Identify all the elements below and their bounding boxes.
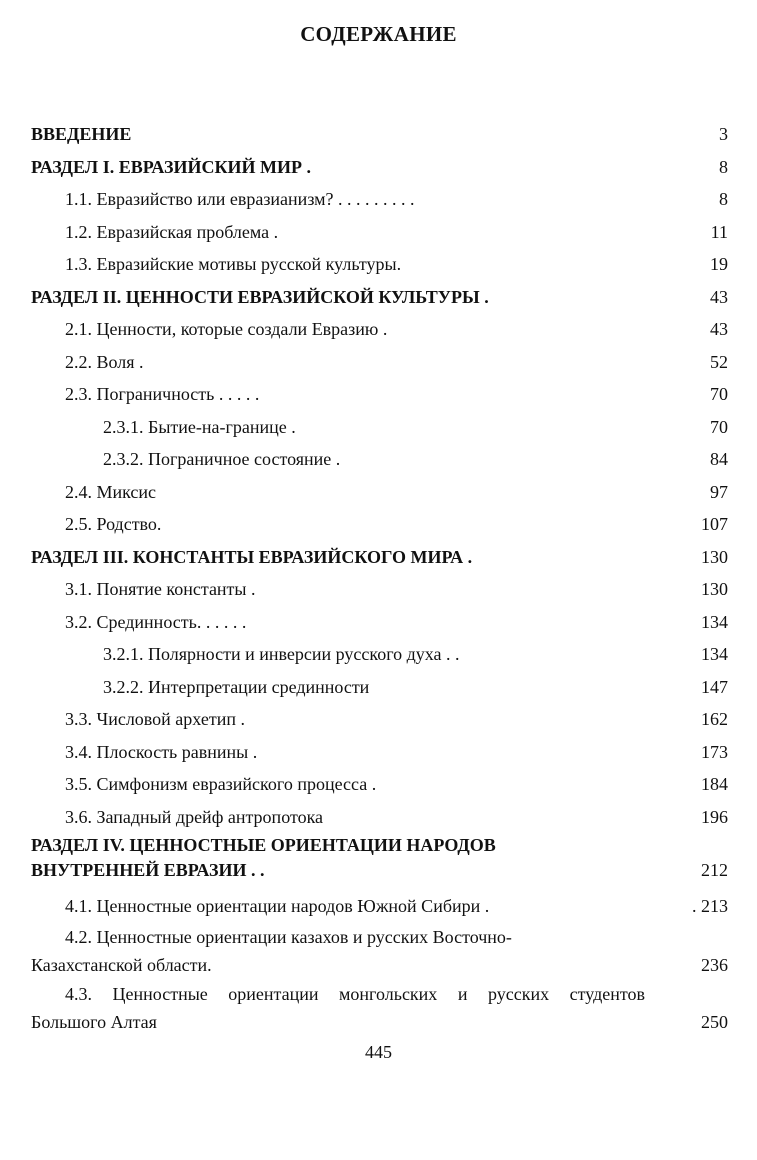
toc-entry[interactable] bbox=[0, 443, 757, 476]
toc-entry-page: 212 bbox=[701, 860, 728, 880]
toc-entry-page: 147 bbox=[701, 676, 728, 697]
toc-entry-label: 2.3.1. Бытие-на-границе . bbox=[103, 416, 296, 437]
toc-entry-page: 19 bbox=[710, 254, 728, 274]
toc-entry-label: 3.6. Западный дрейф антропотока bbox=[65, 806, 324, 827]
toc-entry-label: 2.4. Миксис bbox=[65, 481, 157, 502]
toc-entry-section-1[interactable] bbox=[0, 151, 757, 184]
toc-entry[interactable] bbox=[0, 923, 757, 980]
toc-entry-page: 236 bbox=[701, 954, 728, 975]
toc-entry-page: 43 bbox=[710, 286, 728, 307]
toc-entry-label: 3.2. Срединность. . . . . . bbox=[65, 611, 247, 632]
toc-entry-page: 107 bbox=[701, 514, 728, 534]
toc-entry-label-line2: Казахстанской области. bbox=[31, 954, 212, 975]
page-title: СОДЕРЖАНИЕ bbox=[300, 22, 457, 46]
toc-entry-label: 2.1. Ценности, которые создали Евразию . bbox=[65, 319, 388, 339]
toc-entry-label: 2.5. Родство. bbox=[65, 514, 162, 534]
toc-entry-section-2[interactable] bbox=[0, 281, 757, 314]
toc-entry[interactable] bbox=[0, 638, 757, 671]
toc-entry-label-line1: 4.3. Ценностные ориентации монгольских и русских студентов bbox=[65, 983, 645, 1004]
toc-entry-label: 2.3. Пограничность . . . . . bbox=[65, 384, 260, 404]
toc-entry-label: 2.3.2. Пограничное состояние . bbox=[103, 449, 341, 469]
toc-entry-label: 3.3. Числовой архетип . bbox=[65, 709, 245, 729]
toc-entry-section-4[interactable] bbox=[0, 833, 757, 890]
toc-entry-page: 3 bbox=[719, 124, 728, 144]
toc-entry-page: 52 bbox=[710, 351, 728, 372]
toc-entry-page: 70 bbox=[710, 416, 728, 437]
toc-entry[interactable] bbox=[0, 768, 757, 801]
toc-entry[interactable] bbox=[0, 801, 757, 834]
toc-entry-page: 130 bbox=[701, 579, 728, 599]
toc-entry-page: 70 bbox=[710, 384, 728, 404]
toc-entry[interactable] bbox=[0, 508, 757, 541]
toc-entry-label-line1: РАЗДЕЛ IV. ЦЕННОСТНЫЕ ОРИЕНТАЦИИ НАРОДОВ bbox=[31, 835, 496, 855]
toc-entry-page: 196 bbox=[701, 806, 728, 827]
toc-entry[interactable] bbox=[0, 980, 757, 1037]
toc-entry-label: РАЗДЕЛ III. КОНСТАНТЫ ЕВРАЗИЙСКОГО МИРА . bbox=[31, 546, 473, 567]
toc-entry-label-line1: 4.2. Ценностные ориентации казахов и русских Восточно- bbox=[65, 926, 512, 947]
toc-entry-label-line2: Большого Алтая bbox=[31, 1011, 157, 1032]
toc-entry-label: РАЗДЕЛ I. ЕВРАЗИЙСКИЙ МИР . bbox=[31, 156, 312, 177]
toc-entry[interactable] bbox=[0, 890, 757, 923]
toc-entry-page: 162 bbox=[701, 709, 728, 729]
toc-entry-label: 3.5. Симфонизм евразийского процесса . bbox=[65, 774, 377, 794]
toc-entry[interactable] bbox=[0, 313, 757, 346]
toc-entry-label: 2.2. Воля . bbox=[65, 351, 144, 372]
toc-entry-page: 8 bbox=[719, 189, 728, 209]
toc-entry[interactable] bbox=[0, 378, 757, 411]
toc-entry-page: 134 bbox=[701, 644, 728, 664]
toc-entry[interactable] bbox=[0, 606, 757, 639]
toc-entry-page: 43 bbox=[710, 319, 728, 339]
toc-entry-page: 184 bbox=[701, 774, 728, 794]
toc-entry-label: 1.3. Евразийские мотивы русской культуры. bbox=[65, 254, 402, 274]
toc-entry-page: 84 bbox=[710, 449, 728, 469]
toc-entry[interactable] bbox=[0, 736, 757, 769]
toc-entry-label: 3.2.2. Интерпретации срединности bbox=[103, 676, 370, 697]
toc-entry-label: 4.1. Ценностные ориентации народов Южной Сибири . bbox=[65, 896, 490, 916]
toc-entry-page: 134 bbox=[701, 611, 728, 632]
toc-entry[interactable] bbox=[0, 411, 757, 444]
toc-entry-page: 130 bbox=[701, 546, 728, 567]
toc-entry-label: 3.2.1. Полярности и инверсии русского духа . . bbox=[103, 644, 460, 664]
page-number: 445 bbox=[365, 1042, 392, 1062]
toc-entry[interactable] bbox=[0, 248, 757, 281]
toc-entry-page: 250 bbox=[701, 1011, 728, 1032]
toc-entry-page: 11 bbox=[710, 221, 728, 242]
toc-entry-page: 173 bbox=[701, 741, 728, 762]
toc-entry[interactable] bbox=[0, 573, 757, 606]
toc-entry-label: 1.2. Евразийская проблема . bbox=[65, 221, 279, 242]
toc-entry[interactable] bbox=[0, 216, 757, 249]
toc-entry[interactable] bbox=[0, 476, 757, 509]
toc-entry[interactable] bbox=[0, 671, 757, 704]
toc-entry-page: 8 bbox=[719, 156, 728, 177]
toc-entry-section-3[interactable] bbox=[0, 541, 757, 574]
toc-entry-label: 3.4. Плоскость равнины . bbox=[65, 741, 258, 762]
toc-entry[interactable] bbox=[0, 183, 757, 216]
toc-entry-label: РАЗДЕЛ II. ЦЕННОСТИ ЕВРАЗИЙСКОЙ КУЛЬТУРЫ . bbox=[31, 286, 489, 307]
toc-entry-label: 1.1. Евразийство или евразианизм? . . . . . . . . . bbox=[65, 189, 415, 209]
toc-entry[interactable] bbox=[0, 346, 757, 379]
table-of-contents bbox=[0, 118, 757, 1037]
toc-entry-label: ВВЕДЕНИЕ bbox=[31, 124, 132, 144]
toc-entry[interactable] bbox=[0, 703, 757, 736]
toc-entry-introduction[interactable] bbox=[0, 118, 757, 151]
toc-entry-page: . 213 bbox=[692, 896, 728, 916]
toc-entry-label: 3.1. Понятие константы . bbox=[65, 579, 256, 599]
toc-entry-label-line2: ВНУТРЕННЕЙ ЕВРАЗИИ . . bbox=[31, 860, 265, 880]
toc-entry-page: 97 bbox=[710, 481, 728, 502]
